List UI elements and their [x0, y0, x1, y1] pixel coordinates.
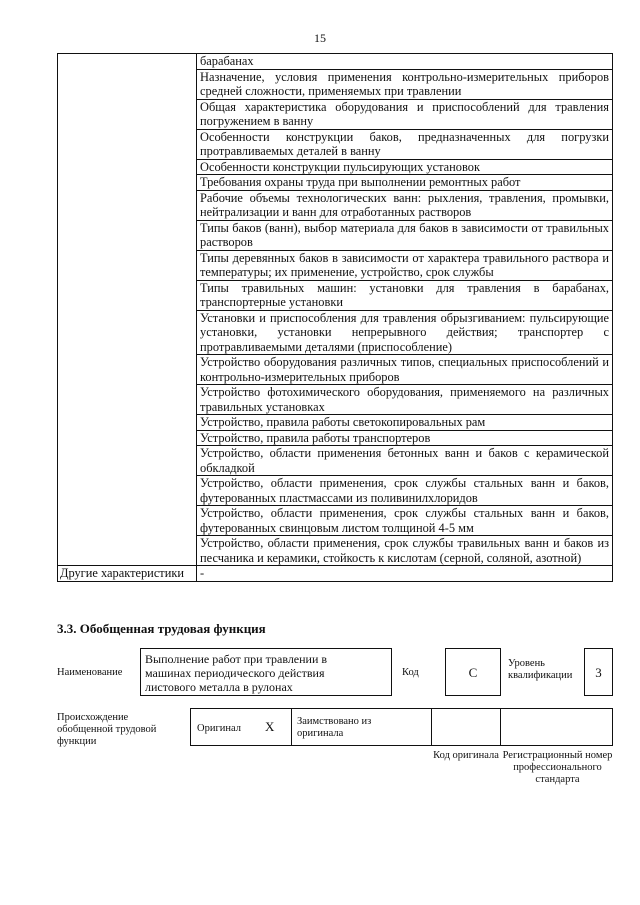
- function-name-value: Выполнение работ при травлении в машинах периодического действия листового металла в рулонах: [145, 652, 328, 694]
- requirement-text: Рабочие объемы технологических ванн: рыхления, травления, промывки, нейтрализации и ванн для отработанных растворов: [197, 190, 613, 220]
- requirement-text: Устройство, области применения бетонных ванн и баков с керамической обкладкой: [197, 446, 613, 476]
- cell-divider: [431, 709, 432, 745]
- requirement-text: Особенности конструкции баков, предназначенных для погрузки протравливаемых деталей в ванну: [197, 129, 613, 159]
- requirement-text: Особенности конструкции пульсирующих установок: [197, 159, 613, 175]
- level-label: Уровень квалификации: [508, 658, 573, 681]
- requirement-text: Устройство фотохимического оборудования, применяемого на различных травильных установках: [197, 385, 613, 415]
- section-title: 3.3. Обобщенная трудовая функция: [57, 621, 266, 636]
- requirement-row: [58, 54, 613, 70]
- requirement-text: Устройство, области применения, срок службы травильных ванн и баков из песчаника и керамики, стойкость к кислотам (серной, соляной, азотной): [197, 536, 613, 566]
- requirement-text: Установки и приспособления для травления обрызгиванием: пульсирующие установки, установки непрерывного действия; транспортер с протравливаемыми деталями (приспособление): [197, 310, 613, 355]
- requirement-text: Типы баков (ванн), выбор материала для баков в зависимости от травильных растворов: [197, 220, 613, 250]
- reg-number-caption: Регистрационный номер профессионального стандарта: [502, 750, 613, 785]
- requirement-text: Назначение, условия применения контрольно-измерительных приборов средней сложности, применяемых при травлении: [197, 69, 613, 99]
- requirement-text: Типы деревянных баков в зависимости от характера травильного раствора и температуры; их применение, устройство, срок службы: [197, 250, 613, 280]
- code-label: Код: [402, 667, 419, 678]
- code-value: С: [468, 665, 478, 680]
- requirement-text: Устройство, области применения, срок службы стальных ванн и баков, футерованных пластмассами из поливинилхлоридов: [197, 476, 613, 506]
- page-number: 15: [314, 31, 326, 45]
- other-characteristics-row: [58, 566, 613, 582]
- cell-divider: [500, 709, 501, 745]
- origin-label: Происхождение обобщенной трудовой функции: [57, 712, 157, 747]
- requirement-text: Устройство оборудования различных типов, специальных приспособлений и контрольно-измерительных приборов: [197, 355, 613, 385]
- code-original-caption: Код оригинала: [433, 750, 499, 761]
- requirement-text: барабанах: [197, 54, 613, 70]
- requirement-text: Устройство, области применения, срок службы стальных ванн и баков, футерованных свинцовым листом толщиной 4-5 мм: [197, 506, 613, 536]
- other-characteristics-value: -: [197, 566, 613, 582]
- requirement-text: Устройство, правила работы транспортеров: [197, 430, 613, 446]
- label-cell-empty: [58, 54, 197, 566]
- function-name-box: [140, 648, 392, 696]
- requirement-text: Общая характеристика оборудования и приспособлений для травления погружением в ванну: [197, 99, 613, 129]
- other-characteristics-label: Другие характеристики: [58, 566, 197, 582]
- origin-table: [190, 708, 613, 746]
- original-mark: Х: [265, 719, 275, 734]
- requirement-text: Требования охраны труда при выполнении ремонтных работ: [197, 175, 613, 191]
- requirements-table: [57, 53, 613, 582]
- level-value: 3: [595, 665, 602, 680]
- requirement-text: Типы травильных машин: установки для травления в барабанах, транспортерные установки: [197, 280, 613, 310]
- borrowed-label: Заимствовано из оригинала: [297, 716, 372, 739]
- requirement-text: Устройство, правила работы светокопировальных рам: [197, 415, 613, 431]
- code-box: [445, 648, 501, 696]
- level-box: [584, 648, 613, 696]
- cell-divider: [291, 709, 292, 745]
- original-label: Оригинал: [197, 723, 241, 734]
- name-label: Наименование: [57, 667, 123, 678]
